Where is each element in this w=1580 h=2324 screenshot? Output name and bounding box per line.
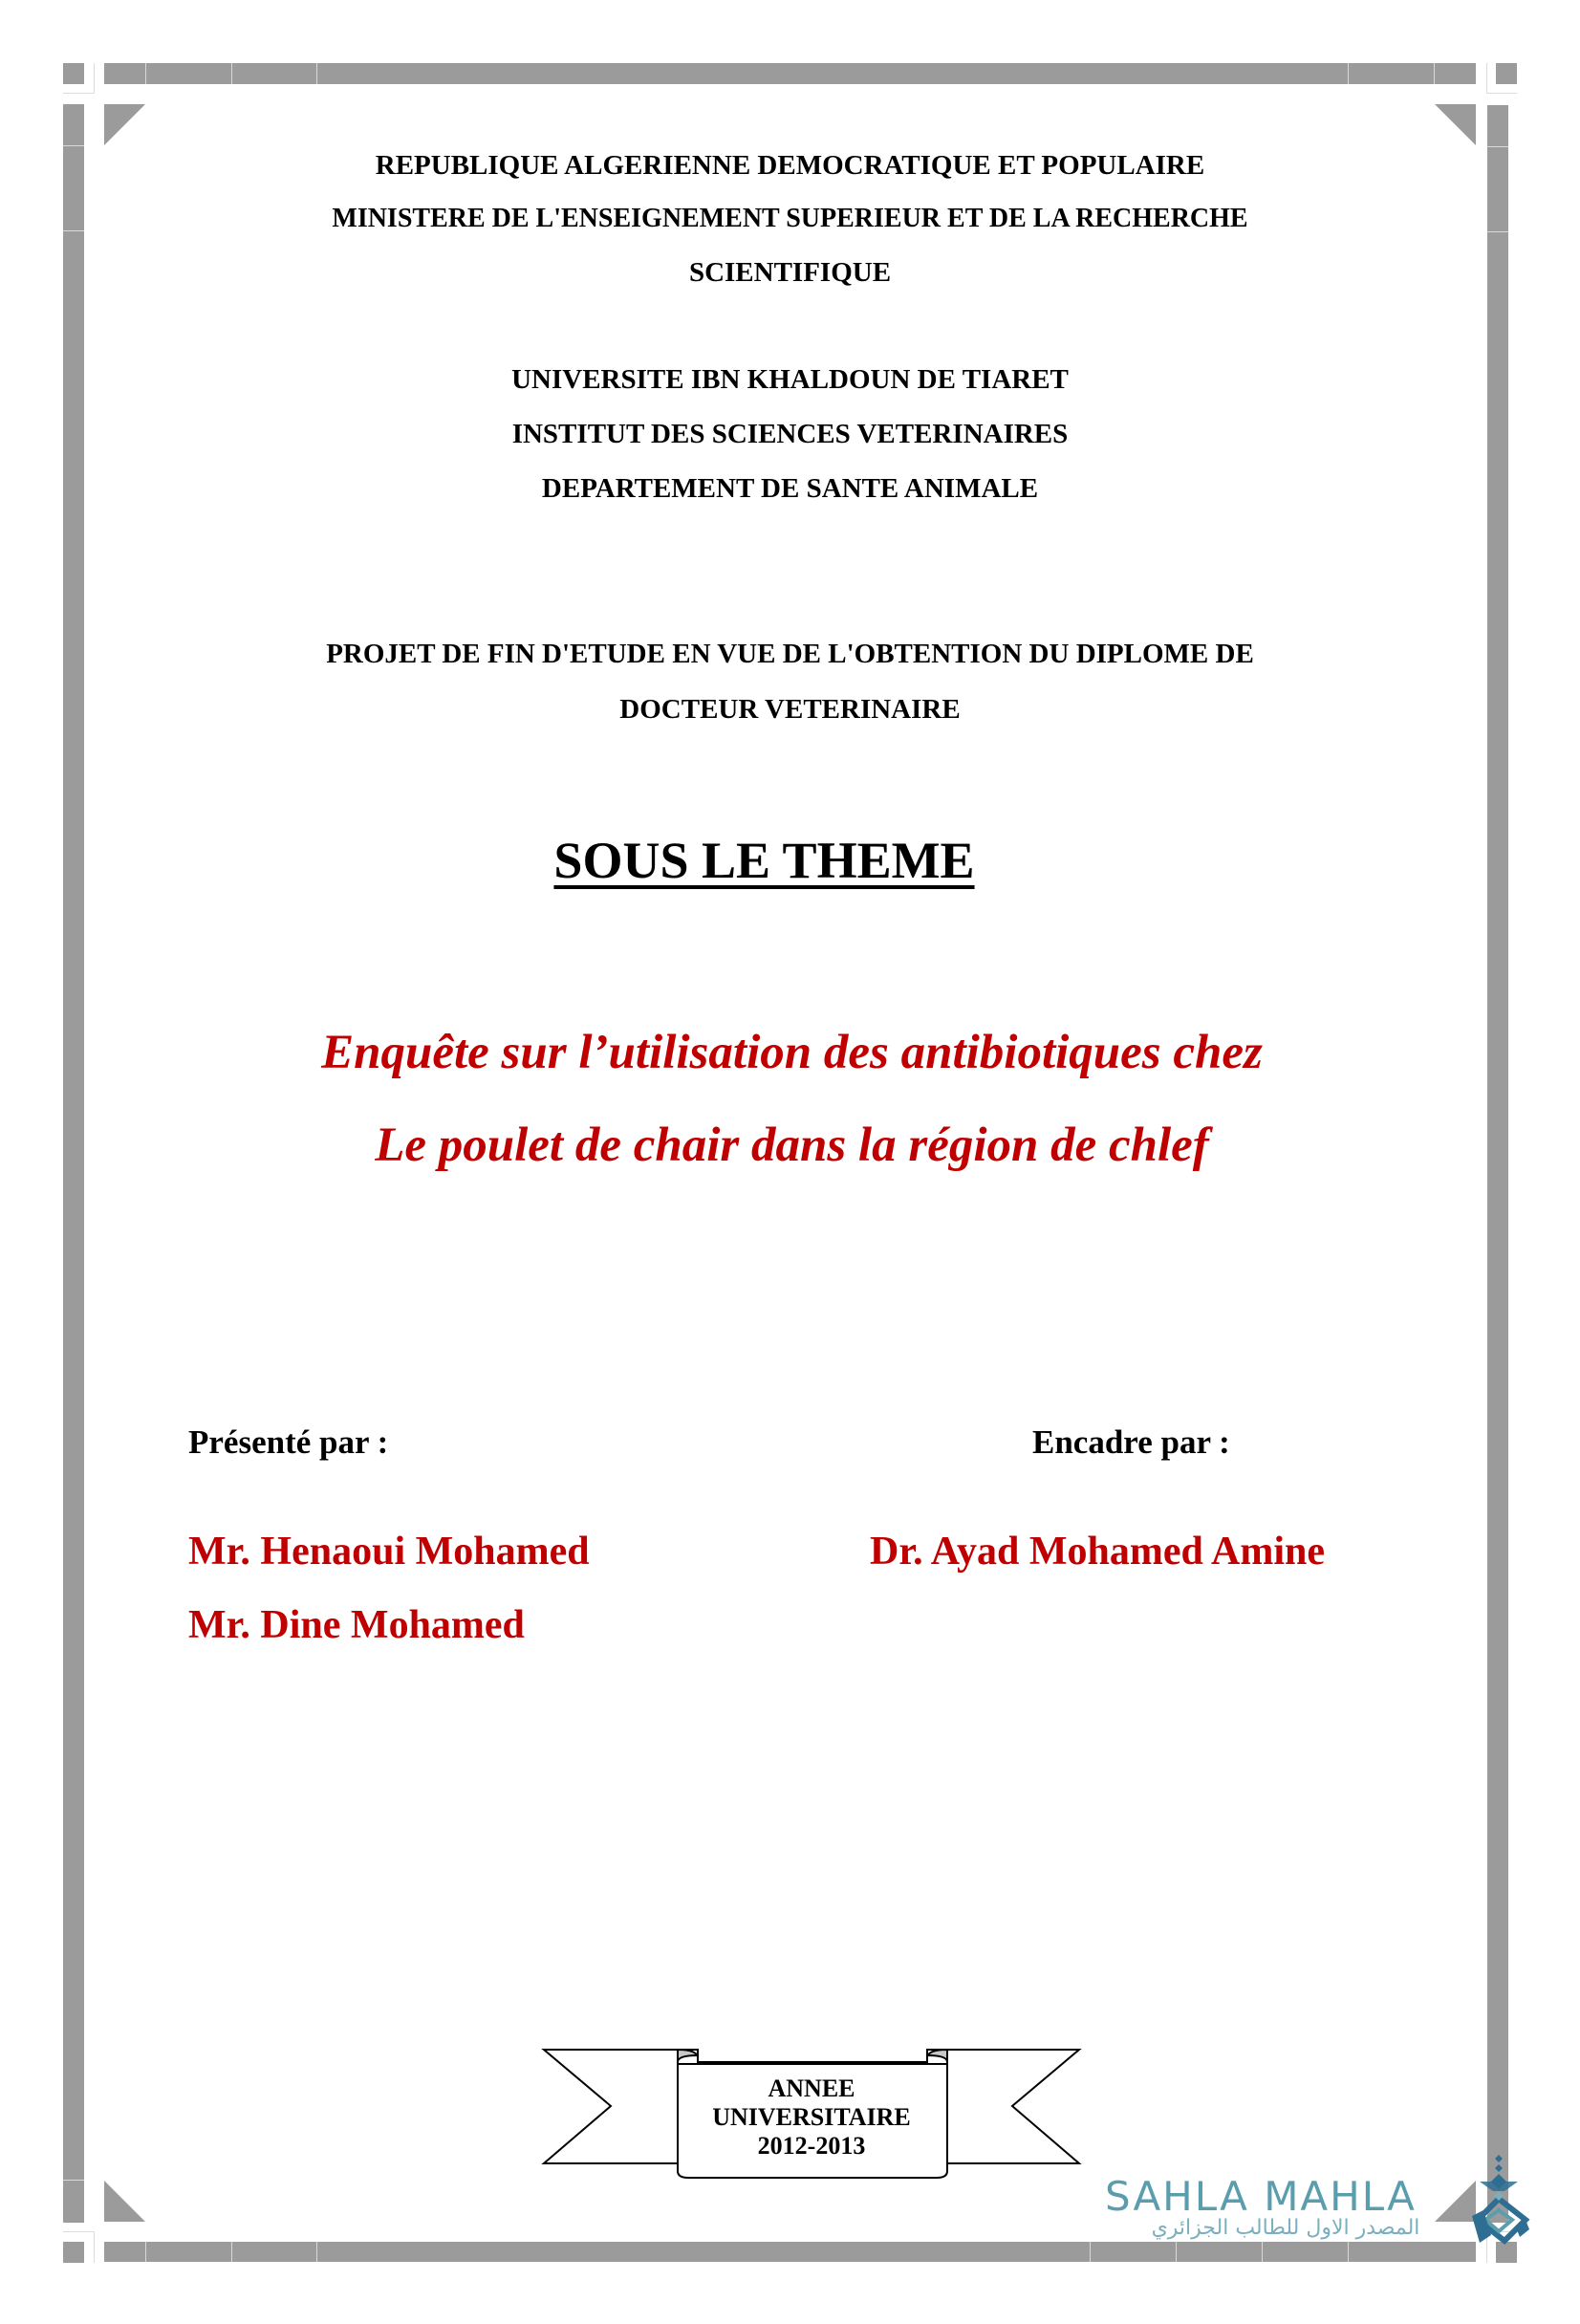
border-corner-line xyxy=(1486,63,1487,94)
university-name: UNIVERSITE IBN KHALDOUN DE TIARET xyxy=(511,364,1069,395)
border-corner-line xyxy=(1486,93,1517,94)
border-top xyxy=(104,63,1476,84)
border-divider xyxy=(145,2242,146,2262)
border-divider xyxy=(1487,146,1508,147)
academic-year-label: ANNEE xyxy=(768,2074,855,2102)
thesis-title-line2: Le poulet de chair dans la région de chlef xyxy=(375,1119,1209,1172)
department-name: DEPARTEMENT DE SANTE ANIMALE xyxy=(541,473,1039,504)
watermark-brand: SAHLA MAHLA xyxy=(1105,2173,1417,2220)
presenter-name: Mr. Dine Mohamed xyxy=(188,1603,525,1647)
theme-heading: SOUS LE THEME xyxy=(553,832,975,889)
border-corner-line xyxy=(63,2231,95,2232)
border-corner-line xyxy=(94,2231,95,2263)
border-divider xyxy=(231,63,232,84)
border-divider xyxy=(1090,2242,1091,2262)
project-description-line1: PROJET DE FIN D'ETUDE EN VUE DE L'OBTENTION DU DIPLOME DE xyxy=(326,639,1254,669)
corner-triangle-bottom-left xyxy=(104,2181,145,2222)
border-divider xyxy=(1348,2242,1349,2262)
project-description-line2: DOCTEUR VETERINAIRE xyxy=(619,694,961,725)
country-name: REPUBLIQUE ALGERIENNE DEMOCRATIQUE ET POPULAIRE xyxy=(375,150,1205,181)
border-divider xyxy=(63,145,84,146)
institute-name: INSTITUT DES SCIENCES VETERINAIRES xyxy=(511,419,1069,449)
ministry-name-line1: MINISTERE DE L'ENSEIGNEMENT SUPERIEUR ET DE LA RECHERCHE xyxy=(332,204,1248,233)
supervised-by-label: Encadre par : xyxy=(1032,1423,1230,1461)
border-divider xyxy=(316,63,317,84)
border-corner-top-left xyxy=(63,63,84,84)
border-divider xyxy=(63,2180,84,2181)
academic-year-value: 2012-2013 xyxy=(757,2132,866,2160)
border-corner-line xyxy=(63,93,95,94)
supervisor-name: Dr. Ayad Mohamed Amine xyxy=(870,1530,1326,1574)
border-corner-bottom-left xyxy=(63,2242,84,2263)
border-divider xyxy=(1348,63,1349,84)
border-divider xyxy=(1434,63,1435,84)
border-corner-line xyxy=(94,63,95,94)
presented-by-label: Présenté par : xyxy=(188,1423,389,1461)
corner-triangle-top-left xyxy=(104,104,145,145)
presenter-name: Mr. Henaoui Mohamed xyxy=(188,1530,590,1574)
calligraphy-emblem-icon xyxy=(1462,2153,1535,2248)
border-divider xyxy=(316,2242,317,2262)
thesis-title-line1: Enquête sur l’utilisation des antibiotiques chez xyxy=(321,1026,1263,1079)
border-divider xyxy=(1262,2242,1263,2262)
academic-year-label: UNIVERSITAIRE xyxy=(712,2103,911,2131)
ministry-name-line2: SCIENTIFIQUE xyxy=(688,257,892,288)
border-divider xyxy=(1176,2242,1177,2262)
border-corner-top-right xyxy=(1496,63,1517,84)
watermark-tagline: المصدر الاول للطالب الجزائري xyxy=(1151,2216,1420,2240)
border-bottom xyxy=(104,2242,1476,2262)
border-divider xyxy=(231,2242,232,2262)
border-divider xyxy=(145,63,146,84)
corner-triangle-top-right xyxy=(1435,104,1476,145)
